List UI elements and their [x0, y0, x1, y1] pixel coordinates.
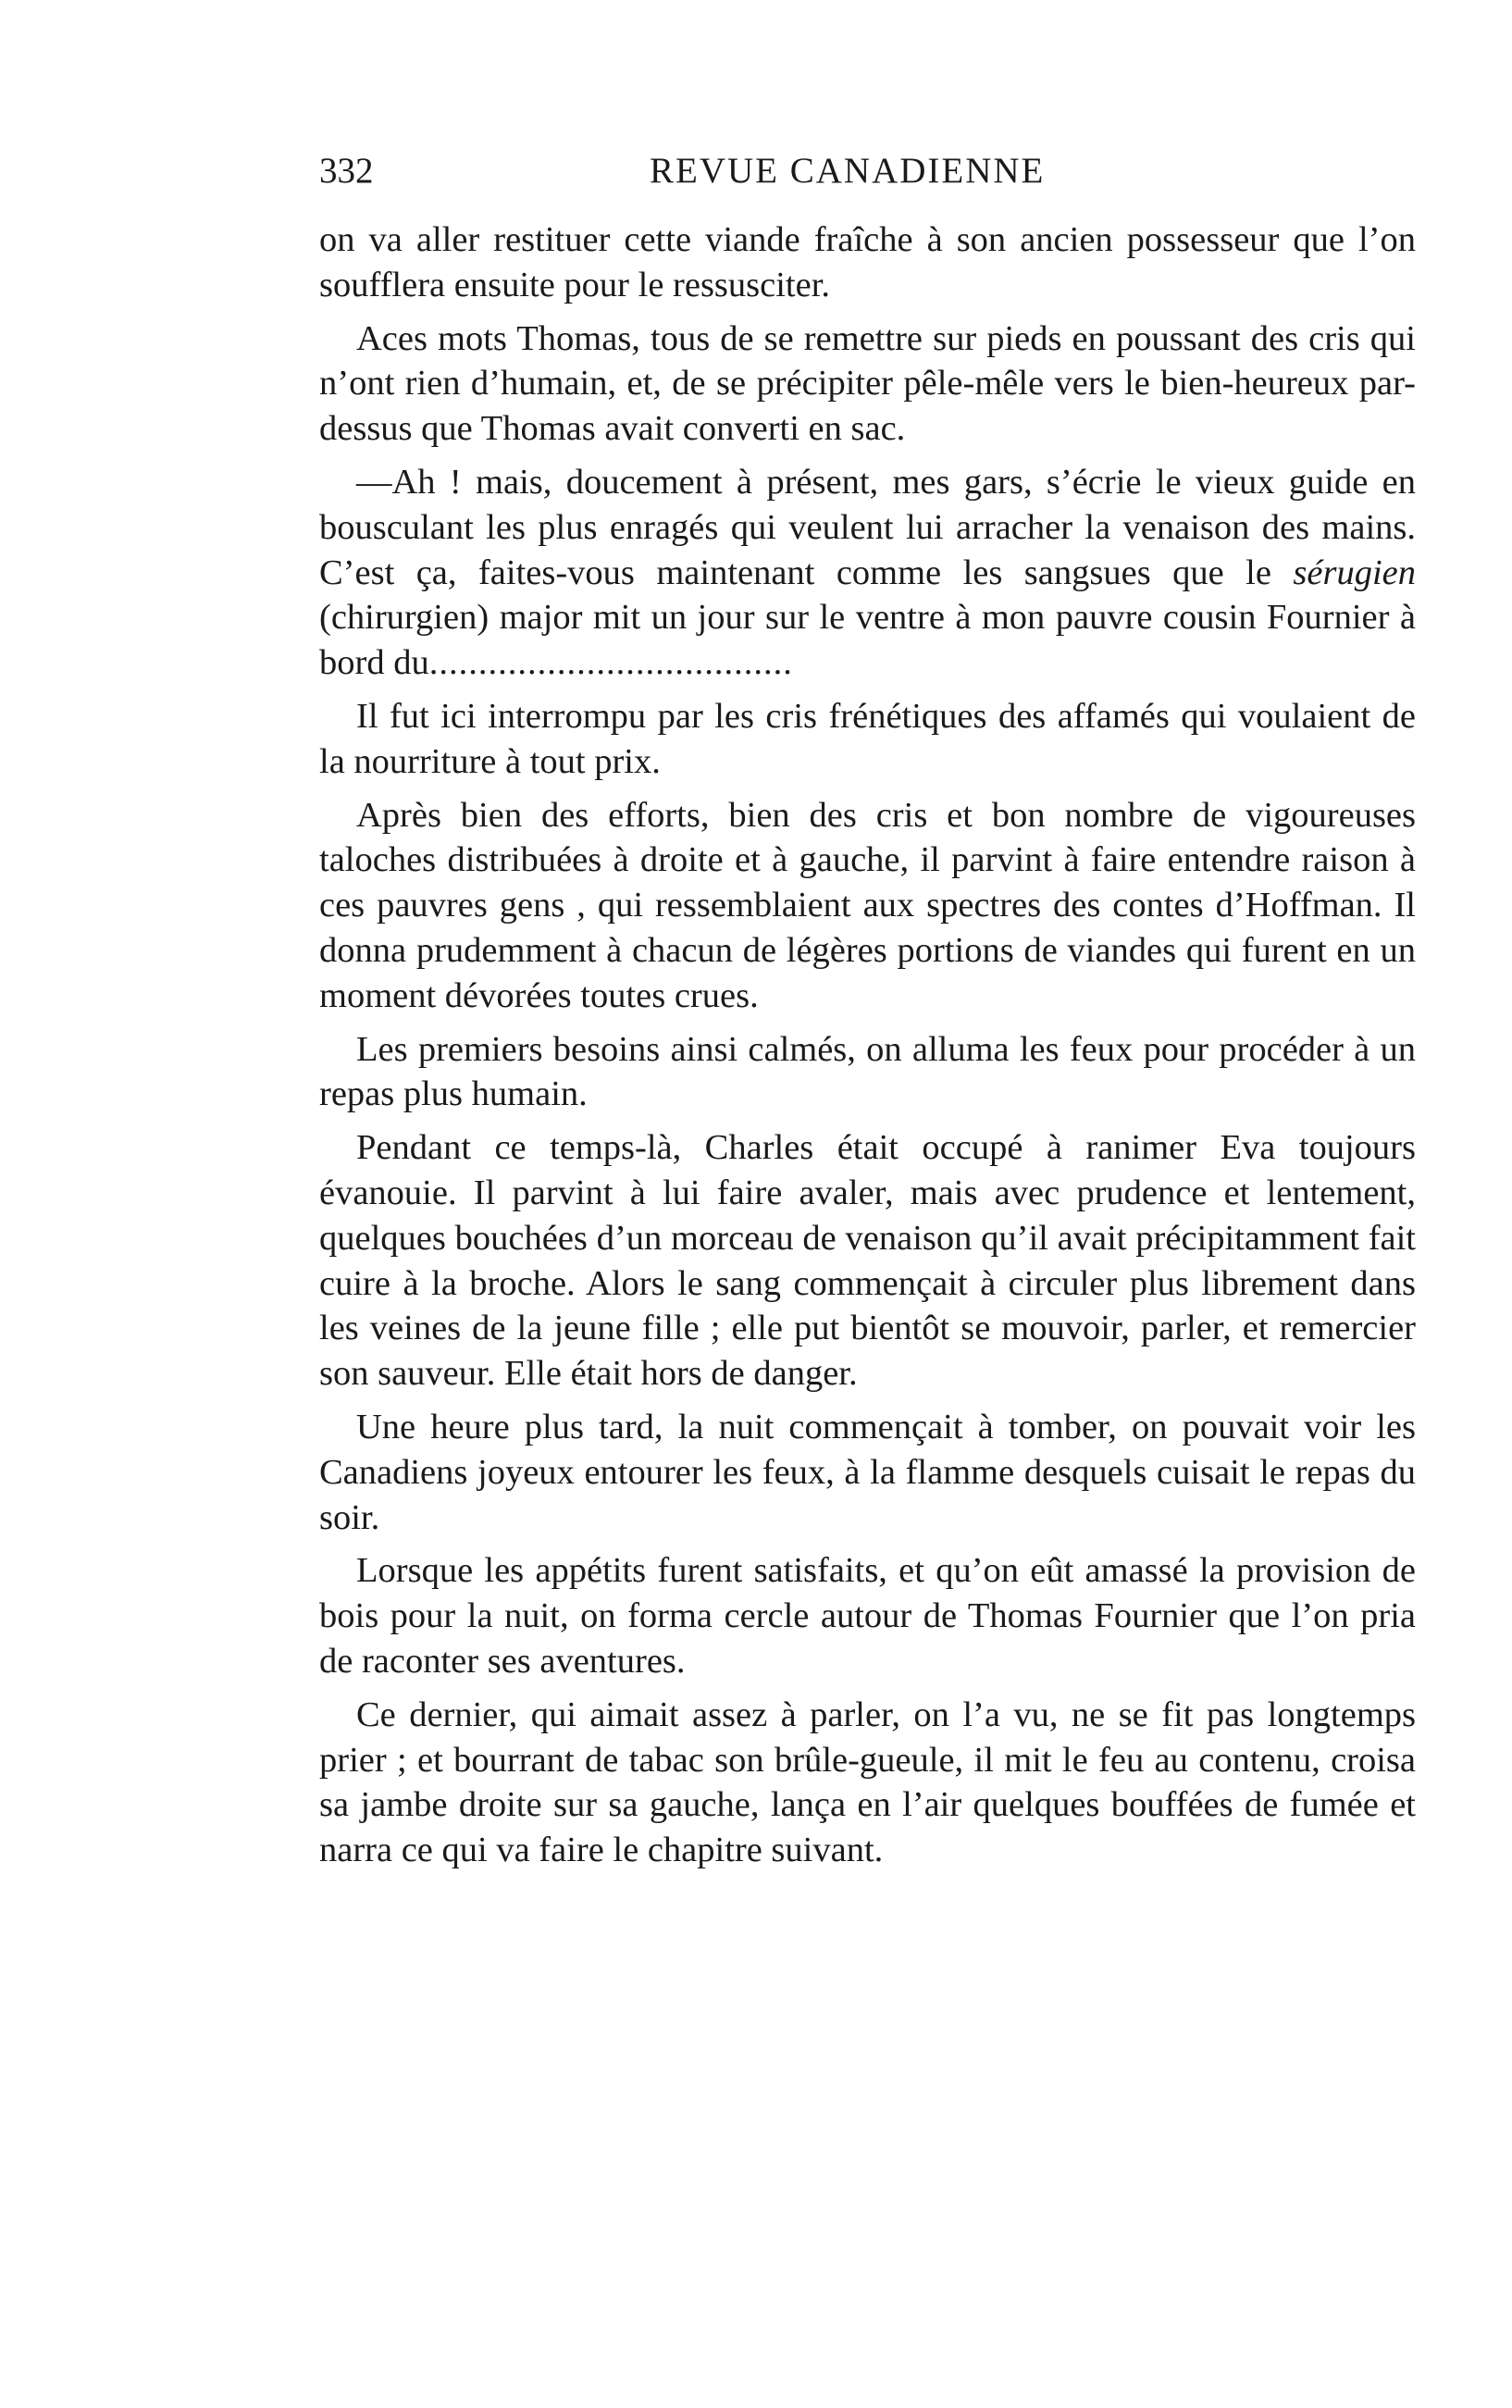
paragraph-3-text-b: (chirurgien) major mit un jour sur le ventre à mon pauvre cousin Fournier à bord du — [319, 598, 1416, 683]
paragraph-3-leader-dots: ..................................... — [428, 643, 793, 683]
paragraph-9: Lorsque les appétits furent satisfaits, et qu’on eût amassé la provision de bois pour la nuit, on forma cercle autour de Thomas Fournier que l’on pria de raconter ses aventures. — [319, 1551, 1416, 1681]
paragraph-10: Ce dernier, qui aimait assez à parler, on l’a vu, ne se fit pas longtemps prier ; et bourrant de tabac son brûle-gueule, il mit le feu au contenu, croisa sa jambe droite sur sa gauche, lança en l’air quelques bouffées de fumée et narra ce qui va faire le chapitre suivant. — [319, 1694, 1416, 1870]
page-number: 332 — [319, 151, 374, 191]
paragraph-4: Il fut ici interrompu par les cris frénétiques des affamés qui voulaient de la nourriture à tout prix. — [319, 696, 1416, 781]
paragraph-7: Pendant ce temps-là, Charles était occupé à ranimer Eva toujours évanouie. Il parvint à lui faire avaler, mais avec prudence et lentement, quelques bouchées d’un morceau de venaison qu’il avait précipitamment fait cuire à la broche. Alors le sang commençait à circuler plus librement dans les veines de la jeune fille ; elle put bientôt se mouvoir, parler, et remercier son sauveur. Elle était hors de danger. — [319, 1128, 1416, 1394]
paragraph-3 — [319, 460, 1416, 686]
paragraph-2: Aces mots Thomas, tous de se remettre sur pieds en poussant des cris qui n’ont rien d’humain, et, de se précipiter pêle-mêle vers le bien-heureux par-dessus que Thomas avait converti en sac. — [319, 318, 1416, 449]
body-text — [319, 217, 1416, 1881]
running-head — [319, 143, 1411, 199]
paragraph-5: Après bien des efforts, bien des cris et bon nombre de vigoureuses taloches distribuées à droite et à gauche, il parvint à faire entendre raison à ces pauvres gens , qui ressemblaient aux spectres des contes d’Hoffman. Il donna prudemment à chacun de légères portions de viandes qui furent en un moment dévorées toutes crues. — [319, 795, 1416, 1015]
paragraph-8: Une heure plus tard, la nuit commençait à tomber, on pouvait voir les Canadiens joyeux entourer les feux, à la flamme desquels cuisait le repas du soir. — [319, 1407, 1416, 1537]
paragraph-6: Les premiers besoins ainsi calmés, on alluma les feux pour procéder à un repas plus humain. — [319, 1029, 1416, 1114]
paragraph-3-text-a: —Ah ! mais, doucement à présent, mes gars, s’écrie le vieux guide en bousculant les plus enragés qui veulent lui arracher la venaison des mains. C’est ça, faites-vous maintenant comme les sangsues que le — [319, 462, 1416, 592]
paragraph-3-italic-word: sérugien — [1293, 552, 1416, 592]
journal-title: REVUE CANADIENNE — [650, 151, 1046, 191]
paragraph-1: on va aller restituer cette viande fraîche à son ancien possesseur que l’on soufflera ensuite pour le ressusciter. — [319, 220, 1416, 304]
